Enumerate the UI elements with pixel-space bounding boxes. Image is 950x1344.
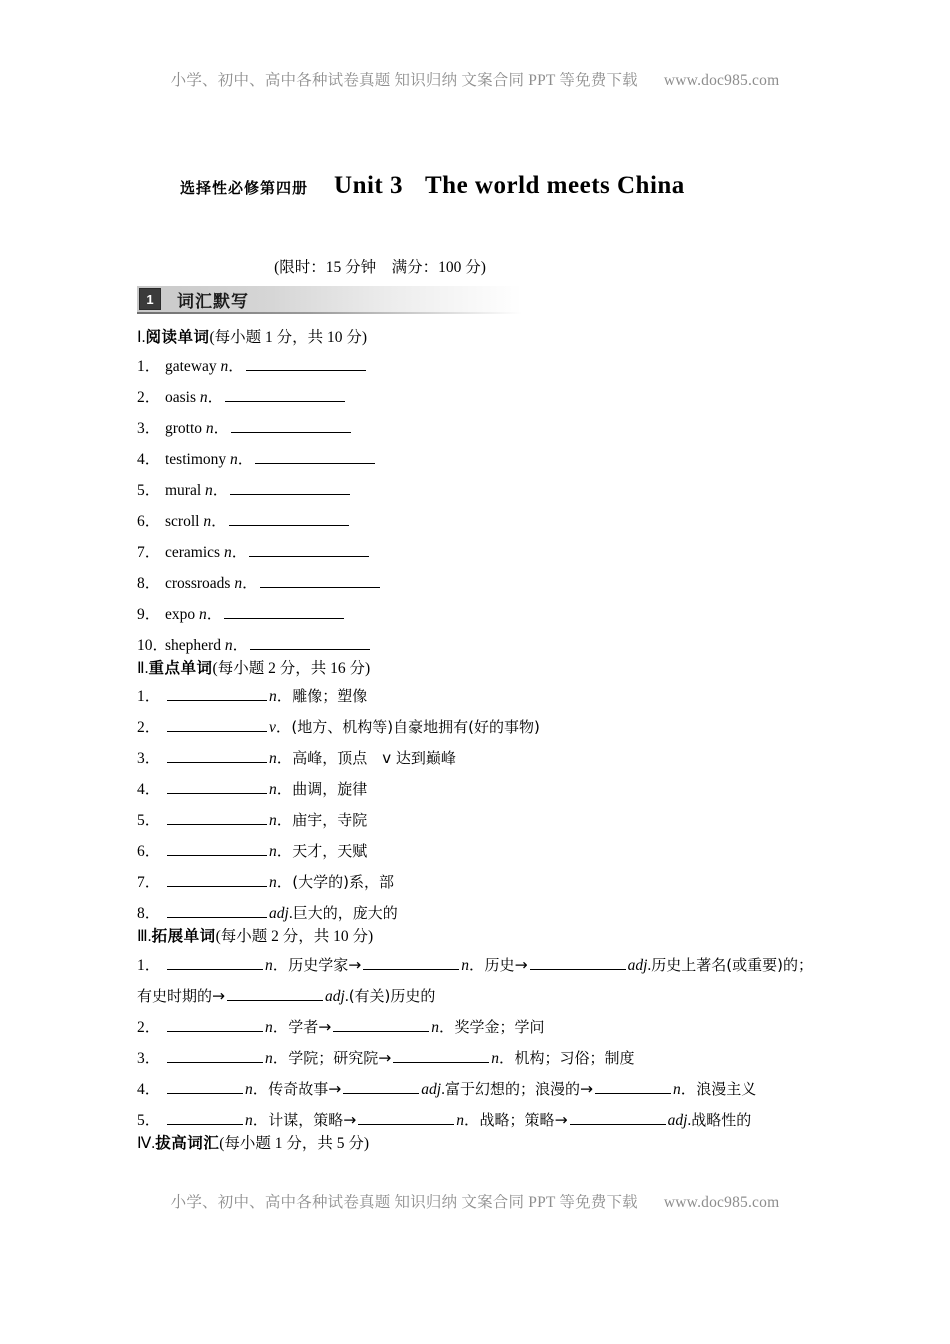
part-of-speech: n: [461, 956, 470, 974]
question-number: 1．: [137, 357, 161, 375]
pos-dot: ．: [276, 874, 293, 891]
answer-blank[interactable]: [167, 955, 263, 970]
part-of-speech: n: [223, 543, 232, 561]
answer-blank[interactable]: [167, 872, 267, 887]
part-of-speech: n: [199, 605, 207, 623]
section-name: 阅读单词: [145, 328, 210, 346]
pos-dot: ．: [252, 1080, 269, 1098]
vocab-meaning: 高峰，顶点 v 达到巅峰: [292, 749, 456, 767]
question-number: 10．: [137, 636, 169, 654]
question-row: [137, 1043, 813, 1074]
answer-blank[interactable]: [167, 903, 267, 918]
watermark-text: 小学、初中、高中各种试卷真题 知识归纳 文案合同 PPT 等免费下载: [170, 1194, 638, 1211]
question-number: 4．: [137, 1080, 161, 1098]
question-number: 8．: [137, 574, 161, 592]
answer-blank[interactable]: [343, 1079, 419, 1094]
answer-blank[interactable]: [363, 955, 459, 970]
question-number: 2．: [137, 1018, 161, 1036]
vocab-meaning: 庙宇，寺院: [292, 811, 368, 829]
part-of-speech: v: [269, 719, 276, 736]
part-of-speech: n: [245, 1080, 253, 1098]
section-heading-1: [137, 330, 813, 346]
question-row: [137, 712, 813, 743]
question-row: [137, 537, 813, 568]
pos-dot: ．: [276, 688, 293, 705]
vocab-meaning: 机构；习俗；制度: [514, 1048, 635, 1067]
pos-dot: ．: [206, 605, 223, 623]
question-number: 1．: [137, 956, 161, 974]
part-of-speech: n: [205, 481, 213, 499]
pos-dot: .: [441, 1080, 445, 1098]
part-of-speech: n: [199, 388, 208, 406]
question-number: 3．: [137, 750, 161, 767]
pos-dot: .: [288, 905, 293, 922]
question-row: [137, 630, 813, 661]
vocab-word: crossroads: [165, 574, 235, 592]
part-of-speech: n: [245, 1111, 253, 1129]
answer-blank[interactable]: [167, 779, 267, 794]
pos-dot: ．: [469, 956, 485, 974]
question-row: [137, 681, 813, 712]
pos-dot: .: [344, 987, 349, 1005]
question-list-2: [137, 681, 813, 929]
question-number: 3．: [137, 419, 161, 437]
pos-dot: ．: [237, 450, 254, 468]
pos-dot: ．: [276, 843, 293, 860]
section-roman: Ⅲ.: [137, 928, 152, 945]
part-of-speech: n: [456, 1111, 465, 1129]
vocab-meaning: 巨大的，庞大的: [292, 904, 398, 922]
vocab-meaning: (大学的)系，部: [292, 873, 394, 891]
vocab-word: ceramics: [165, 543, 224, 561]
derivation-arrow: →: [554, 1110, 568, 1129]
vocab-meaning: 浪漫主义: [696, 1079, 757, 1098]
question-number: 1．: [137, 688, 161, 705]
question-number: 5．: [137, 1111, 161, 1129]
answer-blank[interactable]: [250, 635, 370, 650]
answer-blank[interactable]: [227, 986, 323, 1001]
page-title: [180, 172, 685, 200]
answer-blank[interactable]: [246, 356, 366, 371]
part-of-speech: n: [269, 688, 277, 705]
vocab-meaning: 历史学家: [288, 955, 349, 974]
part-of-speech: n: [269, 750, 277, 767]
part-of-speech: adj: [627, 956, 648, 974]
derivation-arrow: →: [348, 955, 362, 974]
section-score: (每小题 1 分，共 10 分): [209, 329, 368, 346]
watermark-site: www.doc985.com: [663, 72, 780, 89]
pos-dot: ．: [439, 1018, 455, 1036]
answer-blank[interactable]: [393, 1048, 489, 1063]
answer-blank[interactable]: [167, 1017, 263, 1032]
pos-dot: ．: [272, 1049, 289, 1067]
answer-blank[interactable]: [167, 810, 267, 825]
part-of-speech: adj: [325, 987, 345, 1005]
pos-dot: ．: [252, 1111, 269, 1129]
answer-blank[interactable]: [231, 418, 351, 433]
section-band-label: 词汇默写: [177, 291, 249, 312]
vocab-meaning: 历史: [484, 955, 515, 974]
section-band-underline: [137, 312, 522, 314]
answer-blank[interactable]: [255, 449, 375, 464]
part-of-speech: n: [230, 450, 238, 468]
pos-dot: .: [687, 1111, 692, 1129]
pos-dot: .: [647, 956, 652, 974]
vocab-word: expo: [165, 605, 200, 623]
question-row: [137, 382, 813, 413]
part-of-speech: n: [234, 574, 243, 592]
pos-dot: ．: [242, 574, 258, 592]
watermark-top: [0, 68, 950, 90]
vocab-meaning: (地方、机构等)自豪地拥有(好的事物): [291, 718, 540, 736]
watermark-site: www.doc985.com: [663, 1194, 780, 1211]
question-number: 2．: [137, 388, 161, 406]
pos-dot: ．: [276, 812, 293, 829]
derivation-arrow: →: [514, 955, 528, 974]
part-of-speech: n: [269, 843, 277, 860]
question-number: 6．: [137, 843, 161, 860]
answer-blank[interactable]: [224, 604, 344, 619]
vocab-word: mural: [165, 481, 206, 499]
pos-dot: ．: [232, 636, 249, 654]
part-of-speech: n: [265, 956, 273, 974]
question-row: [137, 774, 813, 805]
answer-blank[interactable]: [167, 748, 267, 763]
vocab-meaning: 计谋，策略: [268, 1110, 344, 1129]
question-row: [137, 413, 813, 444]
pos-dot: ．: [207, 388, 224, 406]
derivation-arrow: →: [579, 1079, 593, 1098]
part-of-speech: adj: [667, 1111, 688, 1129]
part-of-speech: n: [265, 1018, 273, 1036]
answer-blank[interactable]: [167, 1110, 243, 1125]
part-of-speech: n: [672, 1080, 681, 1098]
pos-dot: ．: [272, 956, 289, 974]
answer-blank[interactable]: [167, 1048, 263, 1063]
part-of-speech: n: [203, 512, 212, 530]
vocab-meaning: 奖学金；学问: [454, 1017, 545, 1036]
question-row: [137, 506, 813, 537]
answer-blank[interactable]: [530, 955, 626, 970]
title-book: 选择性必修第四册: [180, 179, 309, 197]
question-row: [137, 568, 813, 599]
part-of-speech: n: [269, 781, 277, 798]
question-number: 9．: [137, 605, 161, 623]
question-row: [137, 836, 813, 867]
question-row: [137, 599, 813, 630]
answer-blank[interactable]: [333, 1017, 429, 1032]
question-number: 7．: [137, 543, 161, 561]
answer-blank[interactable]: [167, 686, 267, 701]
section-roman: Ⅰ.: [137, 329, 146, 346]
section-name: 重点单词: [148, 658, 213, 677]
pos-dot: ．: [499, 1049, 515, 1067]
section-heading-3: [137, 929, 813, 945]
question-row: [137, 867, 813, 898]
answer-blank[interactable]: [570, 1110, 666, 1125]
question-row: [137, 743, 813, 774]
section-score: (每小题 2 分，共 16 分): [212, 659, 371, 677]
part-of-speech: n: [205, 419, 214, 437]
question-number: 4．: [137, 781, 161, 798]
question-number: 5．: [137, 812, 161, 829]
answer-blank[interactable]: [167, 1079, 243, 1094]
vocab-meaning: 曲调，旋律: [292, 780, 368, 798]
question-row: [137, 351, 813, 382]
vocab-meaning: 富于幻想的；浪漫的: [444, 1079, 580, 1098]
pos-dot: ．: [275, 719, 292, 736]
vocab-word: testimony: [165, 450, 231, 468]
answer-blank[interactable]: [167, 841, 267, 856]
watermark-text: 小学、初中、高中各种试卷真题 知识归纳 文案合同 PPT 等免费下载: [170, 72, 638, 89]
vocab-meaning: 传奇故事: [268, 1079, 329, 1098]
derivation-arrow: →: [212, 986, 226, 1005]
pos-dot: ．: [680, 1080, 697, 1098]
vocab-word: shepherd: [165, 636, 225, 654]
question-row: [137, 1074, 813, 1105]
question-number: 6．: [137, 512, 161, 530]
answer-blank[interactable]: [595, 1079, 671, 1094]
part-of-speech: n: [269, 812, 277, 829]
answer-blank[interactable]: [167, 717, 267, 732]
part-of-speech: adj: [269, 905, 289, 922]
question-number: 4．: [137, 450, 161, 468]
question-number: 8．: [137, 905, 161, 922]
question-number: 2．: [137, 719, 161, 736]
pos-dot: ．: [211, 512, 227, 530]
vocab-meaning: 历史上著名(或重要)的；有史时期的: [137, 955, 813, 1005]
vocab-word: scroll: [165, 512, 204, 530]
part-of-speech: n: [224, 636, 233, 654]
pos-dot: ．: [212, 481, 229, 499]
vocab-meaning: 学者: [288, 1017, 319, 1036]
pos-dot: ．: [272, 1018, 289, 1036]
answer-blank[interactable]: [260, 573, 380, 588]
part-of-speech: n: [220, 357, 229, 375]
answer-blank[interactable]: [249, 542, 369, 557]
section-badge: 1: [139, 288, 161, 310]
answer-blank[interactable]: [230, 480, 350, 495]
vocab-word: gateway: [165, 357, 221, 375]
vocab-word: oasis: [165, 388, 200, 406]
section-heading-2: [137, 658, 813, 677]
question-row: [137, 805, 813, 836]
question-number: 3．: [137, 1049, 161, 1067]
answer-blank[interactable]: [358, 1110, 454, 1125]
answer-blank[interactable]: [225, 387, 345, 402]
title-unit: Unit 3: [334, 172, 403, 199]
question-number: 5．: [137, 481, 161, 499]
section-roman: Ⅳ.: [137, 1134, 156, 1152]
question-row: [137, 898, 813, 929]
section-band: [137, 286, 522, 312]
derivation-arrow: →: [328, 1079, 342, 1098]
part-of-speech: adj: [421, 1080, 442, 1098]
exercise-content: [137, 330, 813, 1156]
part-of-speech: n: [269, 874, 277, 891]
vocab-meaning: 雕像；塑像: [292, 687, 368, 705]
derivation-arrow: →: [343, 1110, 357, 1129]
pos-dot: ．: [213, 419, 230, 437]
question-list-1: [137, 351, 813, 661]
pos-dot: ．: [276, 750, 293, 767]
exam-info: (限时：15 分钟 满分：100 分): [274, 259, 486, 276]
derivation-arrow: →: [318, 1017, 332, 1036]
section-roman: Ⅱ.: [137, 659, 149, 677]
vocab-meaning: 战略；策略: [479, 1110, 555, 1129]
vocab-meaning: 战略性的: [691, 1110, 752, 1129]
question-number: 7．: [137, 874, 161, 891]
pos-dot: ．: [228, 357, 244, 375]
part-of-speech: n: [431, 1018, 440, 1036]
question-row: [137, 1012, 813, 1043]
question-row: [137, 475, 813, 506]
question-row: [137, 1105, 813, 1136]
pos-dot: ．: [464, 1111, 480, 1129]
pos-dot: ．: [276, 781, 293, 798]
section-score: (每小题 1 分，共 5 分): [219, 1134, 370, 1152]
watermark-bottom: [0, 1190, 950, 1212]
vocab-meaning: (有关)历史的: [348, 986, 436, 1005]
part-of-speech: n: [491, 1049, 500, 1067]
section-heading-4: [137, 1133, 813, 1152]
vocab-word: grotto: [165, 419, 206, 437]
question-row: [137, 950, 813, 1012]
vocab-meaning: 天才，天赋: [292, 842, 368, 860]
part-of-speech: n: [265, 1049, 273, 1067]
vocab-meaning: 学院；研究院: [288, 1048, 379, 1067]
section-score: (每小题 2 分，共 10 分): [215, 928, 374, 945]
pos-dot: ．: [231, 543, 248, 561]
title-name: The world meets China: [425, 172, 685, 199]
answer-blank[interactable]: [229, 511, 349, 526]
section-name: 拓展单词: [151, 927, 216, 945]
question-list-3: [137, 950, 813, 1136]
derivation-arrow: →: [378, 1048, 392, 1067]
question-row: [137, 444, 813, 475]
section-name: 拔高词汇: [155, 1133, 220, 1152]
